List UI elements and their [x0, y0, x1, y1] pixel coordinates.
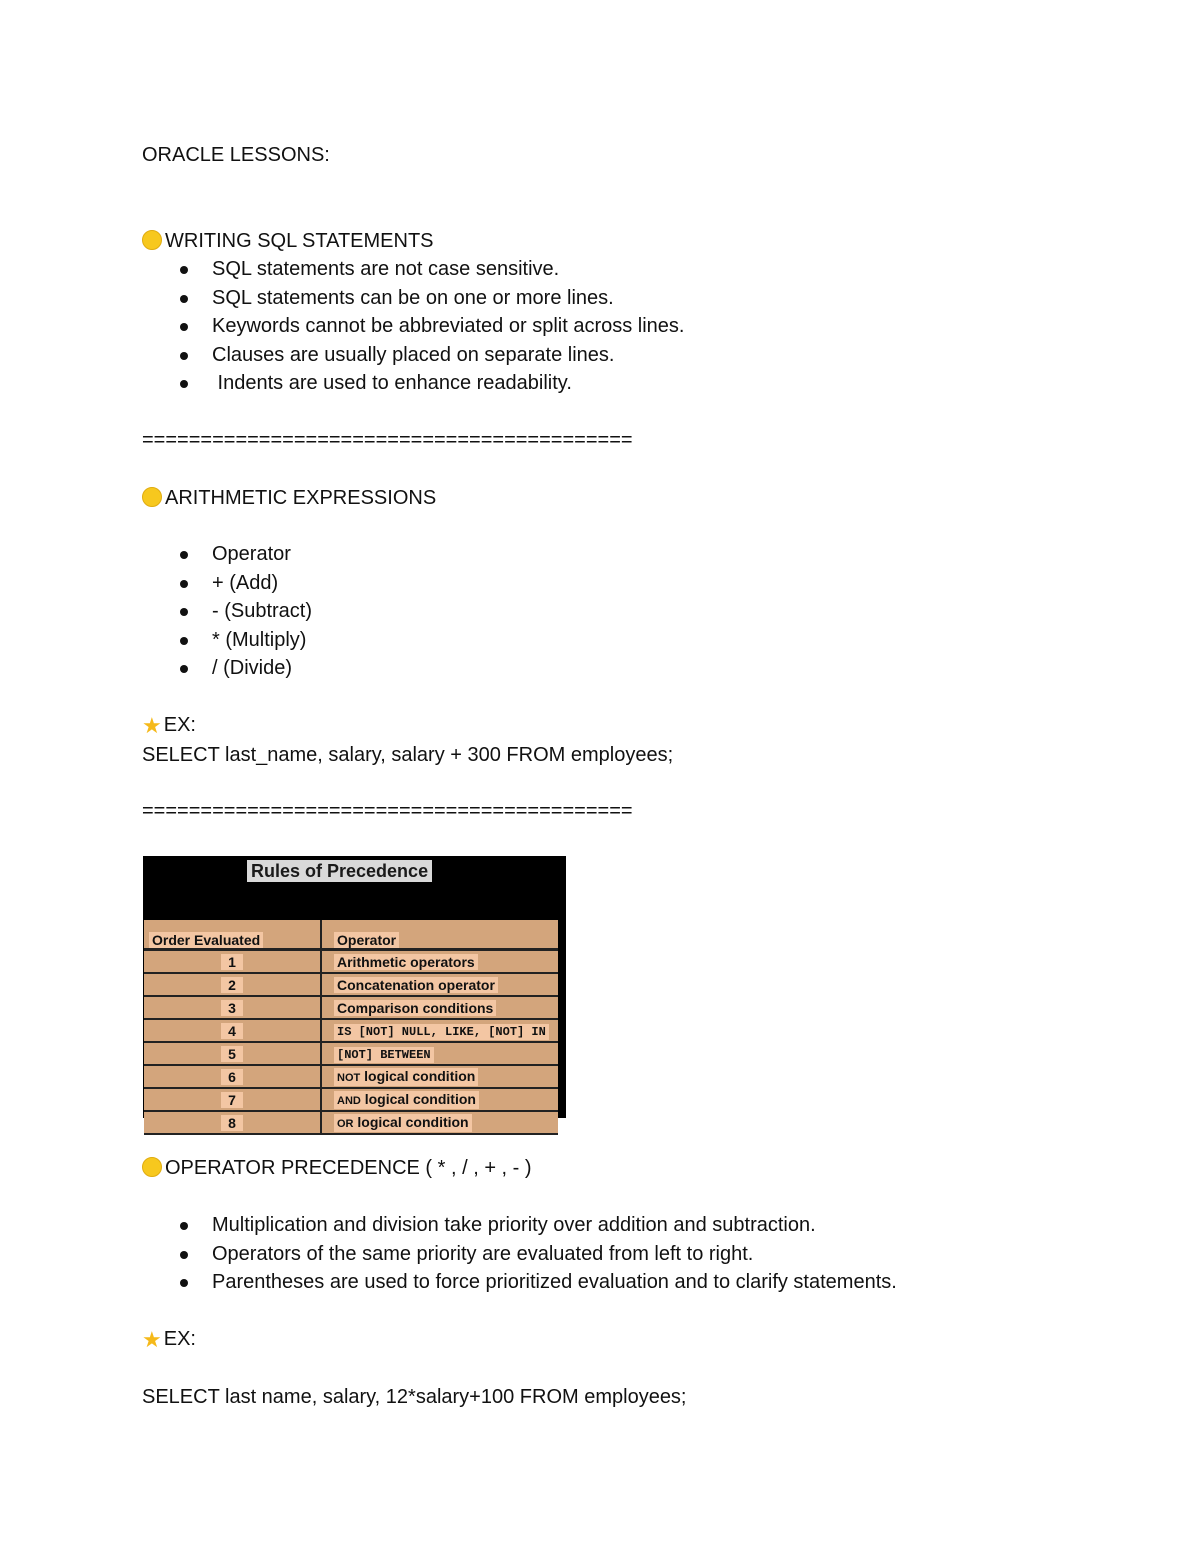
- table-row: [144, 996, 558, 1019]
- operator-precedence-list: [142, 1213, 897, 1299]
- table-header-row: [144, 920, 558, 950]
- arithmetic-list: [142, 542, 312, 685]
- operator-keyword: AND: [337, 1094, 361, 1107]
- example-label: [142, 1327, 196, 1353]
- operator-name: Concatenation operator: [334, 977, 498, 993]
- table-row: [144, 1065, 558, 1088]
- list-item: Keywords cannot be abbreviated or split across lines.: [142, 314, 684, 343]
- writing-sql-list: [142, 257, 684, 400]
- header-operator: Operator: [334, 932, 399, 948]
- order-number: 3: [221, 1000, 243, 1016]
- order-number: 2: [221, 977, 243, 993]
- example-code: SELECT last_name, salary, salary + 300 FROM employees;: [142, 744, 674, 766]
- section-heading-arithmetic: [142, 486, 436, 510]
- example-label-text: EX:: [163, 1328, 196, 1350]
- list-item: - (Subtract): [142, 599, 312, 628]
- operator-name: [334, 1114, 472, 1132]
- order-number: 1: [221, 954, 243, 970]
- order-number: 8: [221, 1115, 243, 1131]
- list-item: Clauses are usually placed on separate lines.: [142, 343, 684, 372]
- section-heading-text: OPERATOR PRECEDENCE ( * , / , + , - ): [165, 1157, 532, 1179]
- list-item: Operator: [142, 542, 312, 571]
- operator-name: IS [NOT] NULL, LIKE, [NOT] IN: [334, 1024, 549, 1040]
- list-item: Parentheses are used to force prioritized evaluation and to clarify statements.: [142, 1270, 897, 1299]
- list-item: SQL statements are not case sensitive.: [142, 257, 684, 286]
- precedence-table: [144, 920, 558, 1135]
- table-row: [144, 1088, 558, 1111]
- operator-text: logical condition: [364, 1067, 476, 1084]
- order-number: 4: [221, 1023, 243, 1039]
- operator-name: Arithmetic operators: [334, 954, 478, 970]
- table-row: [144, 1111, 558, 1134]
- list-item: Indents are used to enhance readability.: [142, 371, 684, 400]
- yellow-circle-icon: [142, 230, 162, 250]
- operator-name: [NOT] BETWEEN: [334, 1047, 434, 1063]
- example-label-text: EX:: [163, 714, 196, 736]
- section-heading-text: WRITING SQL STATEMENTS: [165, 230, 434, 252]
- list-item: Operators of the same priority are evaluated from left to right.: [142, 1242, 897, 1271]
- section-heading-text: ARITHMETIC EXPRESSIONS: [165, 487, 437, 509]
- section-heading-writing-sql: [142, 229, 434, 253]
- order-number: 6: [221, 1069, 243, 1085]
- list-item: Multiplication and division take priority over addition and subtraction.: [142, 1213, 897, 1242]
- list-item: / (Divide): [142, 656, 312, 685]
- list-item: + (Add): [142, 571, 312, 600]
- star-icon: ★: [142, 714, 162, 739]
- table-row: [144, 950, 558, 974]
- operator-text: logical condition: [357, 1113, 469, 1130]
- order-number: 7: [221, 1092, 243, 1108]
- header-order: Order Evaluated: [149, 932, 263, 948]
- operator-name: Comparison conditions: [334, 1000, 496, 1016]
- example-label: [142, 713, 196, 739]
- operator-keyword: OR: [337, 1117, 354, 1130]
- operator-name: [334, 1068, 478, 1086]
- divider-line: ==========================================: [142, 429, 633, 451]
- list-item: * (Multiply): [142, 628, 312, 657]
- rules-of-precedence-image: [143, 856, 566, 1131]
- operator-keyword: NOT: [337, 1071, 361, 1084]
- star-icon: ★: [142, 1328, 162, 1353]
- table-row: [144, 1019, 558, 1042]
- yellow-circle-icon: [142, 487, 162, 507]
- operator-name: [334, 1091, 479, 1109]
- yellow-circle-icon: [142, 1157, 162, 1177]
- precedence-title: Rules of Precedence: [247, 860, 432, 882]
- table-row: [144, 973, 558, 996]
- order-number: 5: [221, 1046, 243, 1062]
- operator-text: logical condition: [364, 1090, 476, 1107]
- page-title: ORACLE LESSONS:: [142, 144, 330, 166]
- list-item: SQL statements can be on one or more lines.: [142, 286, 684, 315]
- divider-line: ==========================================: [142, 800, 633, 822]
- section-heading-operator-precedence: [142, 1156, 532, 1180]
- table-row: [144, 1042, 558, 1065]
- example-code: SELECT last name, salary, 12*salary+100 FROM employees;: [142, 1386, 687, 1408]
